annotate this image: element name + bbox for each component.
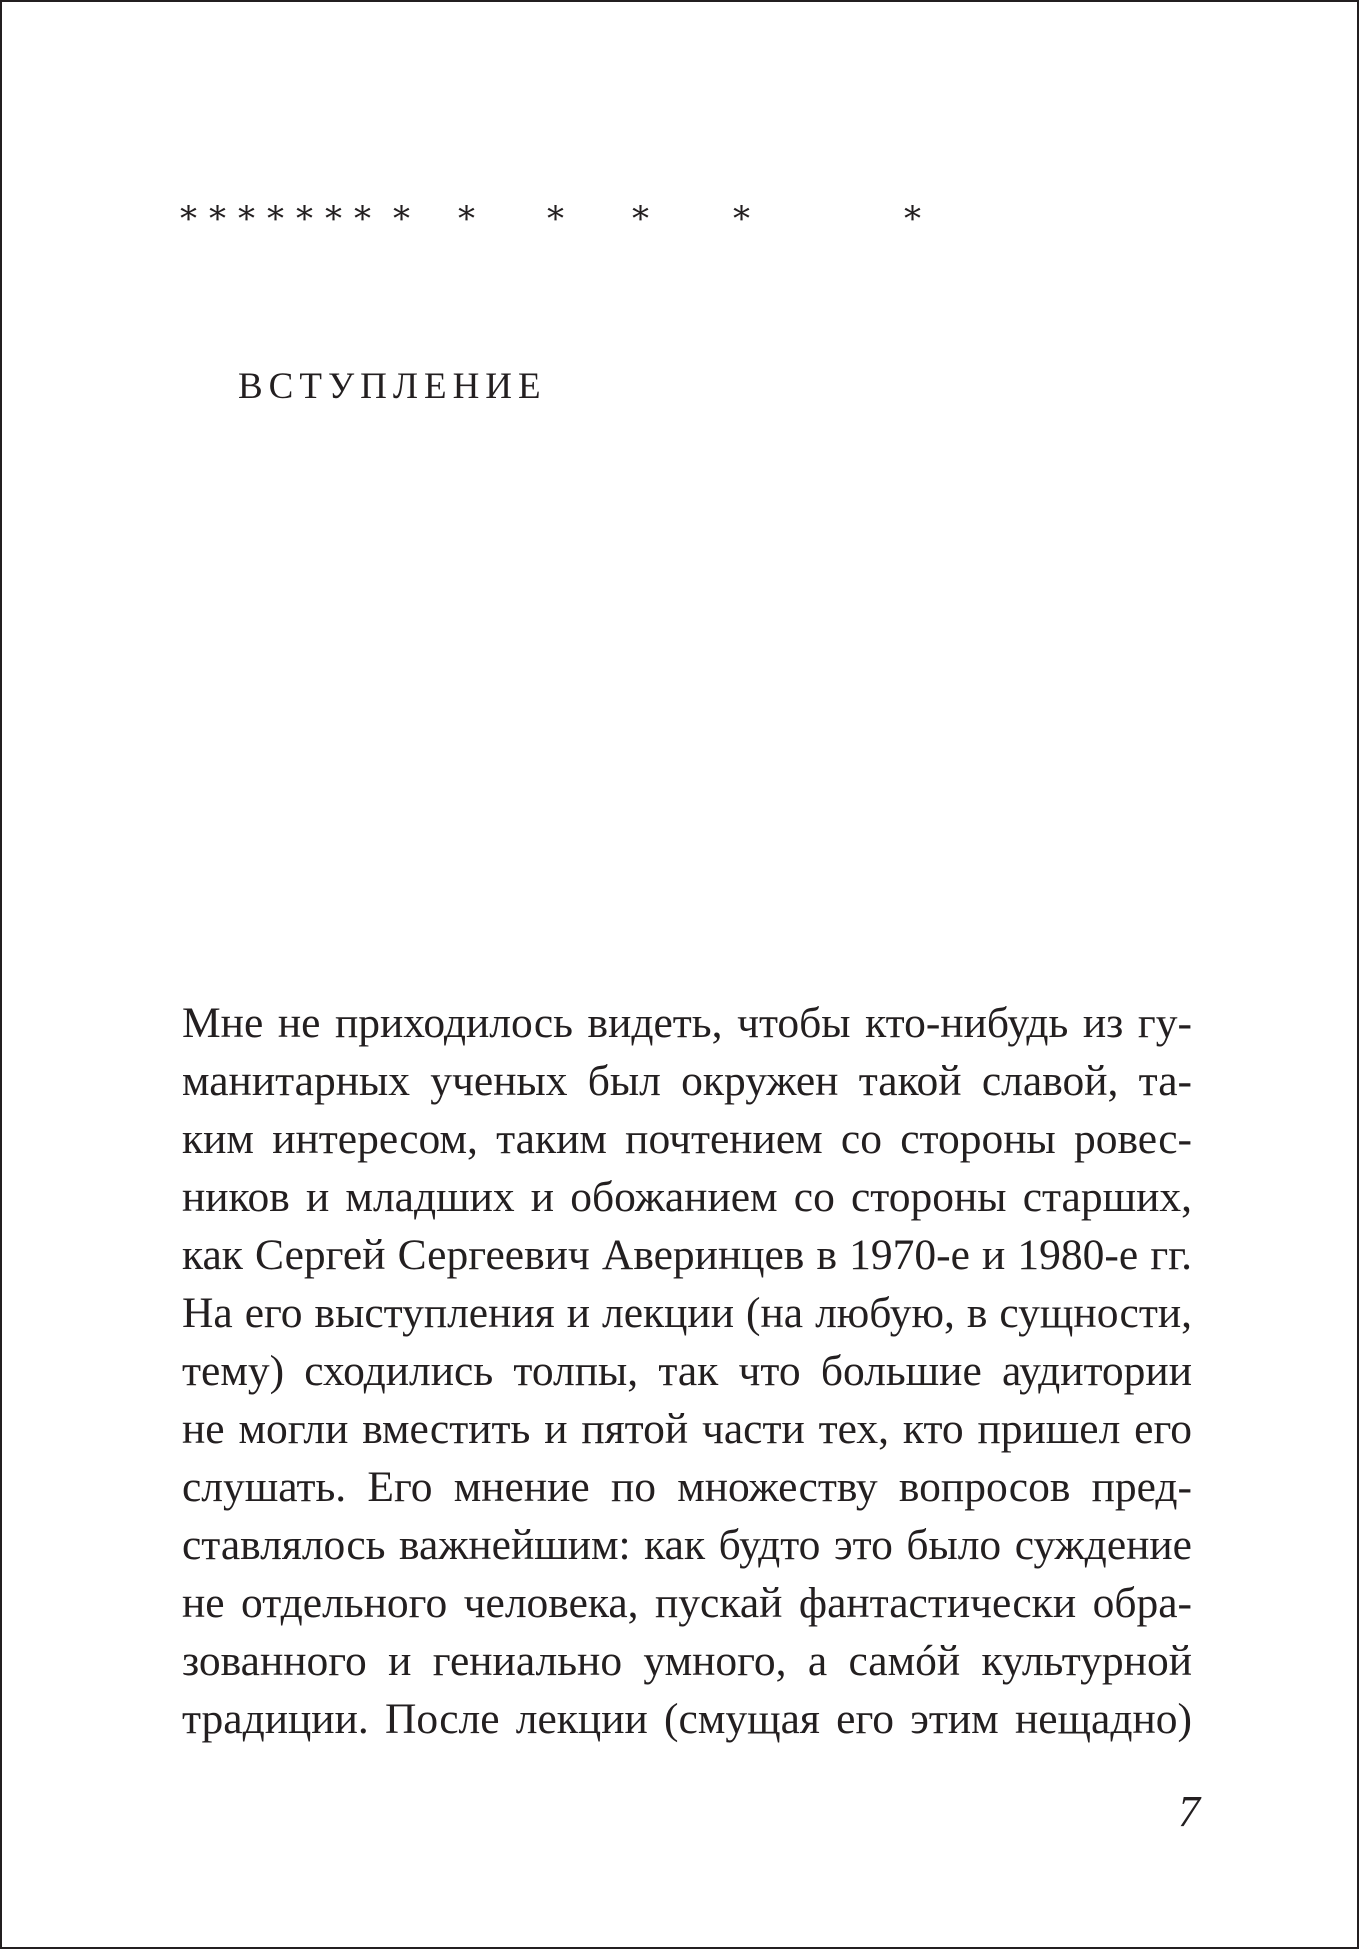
ornament-star: * [632,199,649,239]
ornament-star: * [393,199,410,239]
ornament-star: * [354,199,371,239]
ornament-star: * [458,199,475,239]
asterisk-ornament [180,194,940,244]
body-paragraph [182,994,1192,1748]
text-line: зованного и гениально умного, а самóй культурной [182,1637,1192,1685]
text-line: не отдельного человека, пускай фантастически обра- [182,1579,1192,1627]
ornament-star: * [547,199,564,239]
text-line: манитарных ученых был окружен такой славой, та- [182,1057,1192,1105]
ornament-star: * [267,199,284,239]
text-line: не могли вместить и пятой части тех, кто пришел его [182,1405,1192,1453]
ornament-star: * [209,199,226,239]
text-line: ников и младших и обожанием со стороны старших, [182,1173,1192,1221]
ornament-star: * [180,199,197,239]
chapter-heading: ВСТУПЛЕНИЕ [238,366,547,407]
text-line: ставлялось важнейшим: как будто это было суждение [182,1521,1192,1569]
text-line: как Сергей Сергеевич Аверинцев в 1970-е и 1980-е гг. [182,1231,1192,1279]
ornament-star: * [904,199,921,239]
text-line: ким интересом, таким почтением со стороны ровес- [182,1115,1192,1163]
ornament-star: * [296,199,313,239]
ornament-star: * [238,199,255,239]
ornament-star: * [325,199,342,239]
text-line: тему) сходились толпы, так что большие аудитории [182,1347,1192,1395]
text-line: Мне не приходилось видеть, чтобы кто-нибудь из гу- [182,999,1192,1047]
text-line: слушать. Его мнение по множеству вопросов пред- [182,1463,1192,1511]
page-number: 7 [1178,1787,1200,1836]
text-line: традиции. После лекции (смущая его этим нещадно) [182,1695,1192,1743]
text-line: На его выступления и лекции (на любую, в сущности, [182,1289,1192,1337]
ornament-star: * [733,199,750,239]
